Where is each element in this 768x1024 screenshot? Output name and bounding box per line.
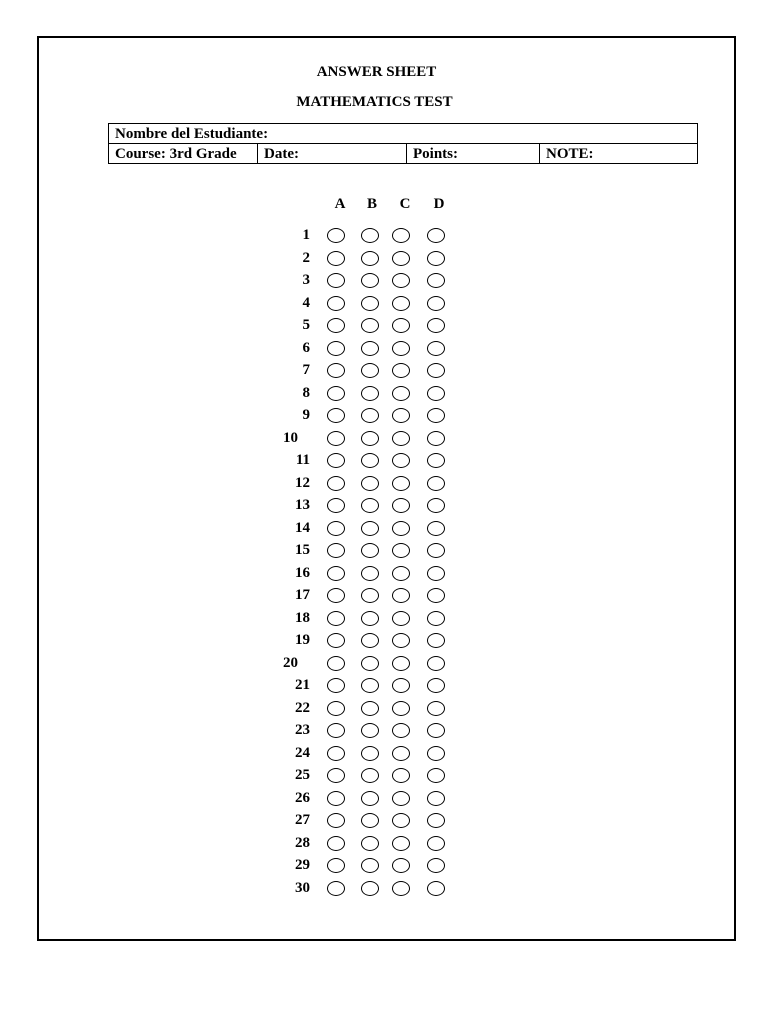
answer-bubble-24-a[interactable] xyxy=(327,746,345,761)
question-number: 28 xyxy=(295,834,310,851)
answer-bubble-1-a[interactable] xyxy=(327,228,345,243)
answer-bubble-30-b[interactable] xyxy=(361,881,379,896)
answer-bubble-28-a[interactable] xyxy=(327,836,345,851)
answer-bubble-16-d[interactable] xyxy=(427,566,445,581)
answer-bubble-30-d[interactable] xyxy=(427,881,445,896)
answer-bubble-13-d[interactable] xyxy=(427,498,445,513)
option-header-c: C xyxy=(399,196,411,212)
sheet-title: ANSWER SHEET xyxy=(316,64,437,80)
answer-bubble-10-b[interactable] xyxy=(361,431,379,446)
answer-bubble-16-a[interactable] xyxy=(327,566,345,581)
answer-bubble-26-a[interactable] xyxy=(327,791,345,806)
question-number: 23 xyxy=(295,722,310,738)
answer-bubble-26-d[interactable] xyxy=(427,791,445,806)
answer-bubble-11-d[interactable] xyxy=(427,453,445,468)
answer-bubble-30-c[interactable] xyxy=(392,881,410,896)
answer-bubble-18-a[interactable] xyxy=(327,611,345,626)
answer-bubble-5-c[interactable] xyxy=(392,318,410,333)
question-number: 6 xyxy=(302,339,310,356)
answer-bubble-3-b[interactable] xyxy=(361,273,379,288)
answer-bubble-9-b[interactable] xyxy=(361,408,379,423)
answer-bubble-10-a[interactable] xyxy=(327,431,345,446)
answer-bubble-15-d[interactable] xyxy=(427,543,445,558)
answer-bubble-11-b[interactable] xyxy=(361,453,379,468)
answer-bubble-13-b[interactable] xyxy=(361,498,379,513)
answer-bubble-9-d[interactable] xyxy=(427,408,445,423)
answer-bubble-7-a[interactable] xyxy=(327,363,345,378)
answer-bubble-26-c[interactable] xyxy=(392,791,410,806)
answer-bubble-9-a[interactable] xyxy=(327,408,345,423)
option-header-d: D xyxy=(433,196,445,212)
answer-bubble-29-c[interactable] xyxy=(392,858,410,873)
question-number: 20 xyxy=(283,654,298,671)
answer-bubble-28-d[interactable] xyxy=(427,836,445,851)
answer-bubble-25-b[interactable] xyxy=(361,768,379,783)
question-number: 19 xyxy=(295,632,310,648)
question-number: 26 xyxy=(295,789,310,806)
question-number: 30 xyxy=(295,879,310,896)
question-number: 1 xyxy=(302,227,310,243)
question-number: 8 xyxy=(302,384,310,401)
date-field[interactable]: Date: xyxy=(258,144,407,164)
answer-bubble-2-c[interactable] xyxy=(392,251,410,266)
answer-bubble-29-a[interactable] xyxy=(327,858,345,873)
option-header-a: A xyxy=(334,196,346,212)
question-number: 4 xyxy=(302,294,310,311)
answer-bubble-13-c[interactable] xyxy=(392,498,410,513)
answer-bubble-19-d[interactable] xyxy=(427,633,445,648)
answer-bubble-6-d[interactable] xyxy=(427,341,445,356)
sheet-subtitle: MATHEMATICS TEST xyxy=(296,94,453,110)
answer-bubble-7-d[interactable] xyxy=(427,363,445,378)
answer-sheet xyxy=(37,36,736,941)
answer-bubble-4-c[interactable] xyxy=(392,296,410,311)
answer-bubble-5-a[interactable] xyxy=(327,318,345,333)
answer-bubble-10-d[interactable] xyxy=(427,431,445,446)
answer-bubble-18-d[interactable] xyxy=(427,611,445,626)
question-number: 25 xyxy=(295,767,310,783)
answer-bubble-23-c[interactable] xyxy=(392,723,410,738)
answer-bubble-11-a[interactable] xyxy=(327,453,345,468)
answer-bubble-2-d[interactable] xyxy=(427,251,445,266)
answer-bubble-5-d[interactable] xyxy=(427,318,445,333)
answer-bubble-3-c[interactable] xyxy=(392,273,410,288)
answer-bubble-8-c[interactable] xyxy=(392,386,410,401)
answer-bubble-17-b[interactable] xyxy=(361,588,379,603)
answer-bubble-29-b[interactable] xyxy=(361,858,379,873)
answer-bubble-4-d[interactable] xyxy=(427,296,445,311)
question-number: 5 xyxy=(302,317,310,333)
answer-bubble-22-c[interactable] xyxy=(392,701,410,716)
answer-bubble-19-c[interactable] xyxy=(392,633,410,648)
answer-bubble-6-c[interactable] xyxy=(392,341,410,356)
question-number: 17 xyxy=(295,587,310,603)
answer-bubble-22-d[interactable] xyxy=(427,701,445,716)
answer-bubble-15-a[interactable] xyxy=(327,543,345,558)
answer-bubble-13-a[interactable] xyxy=(327,498,345,513)
answer-bubble-6-a[interactable] xyxy=(327,341,345,356)
answer-bubble-24-d[interactable] xyxy=(427,746,445,761)
question-number: 13 xyxy=(295,497,310,513)
answer-bubble-21-a[interactable] xyxy=(327,678,345,693)
answer-bubble-14-d[interactable] xyxy=(427,521,445,536)
question-number: 12 xyxy=(295,474,310,491)
answer-bubble-15-b[interactable] xyxy=(361,543,379,558)
answer-bubble-14-c[interactable] xyxy=(392,521,410,536)
course-field: Course: 3rd Grade xyxy=(109,144,258,164)
answer-bubble-17-d[interactable] xyxy=(427,588,445,603)
question-number: 15 xyxy=(295,542,310,558)
note-field[interactable]: NOTE: xyxy=(540,144,698,164)
answer-bubble-20-a[interactable] xyxy=(327,656,345,671)
answer-bubble-27-c[interactable] xyxy=(392,813,410,828)
answer-bubble-20-c[interactable] xyxy=(392,656,410,671)
question-number: 11 xyxy=(295,452,310,468)
answer-bubble-24-b[interactable] xyxy=(361,746,379,761)
answer-bubble-14-a[interactable] xyxy=(327,521,345,536)
question-number: 14 xyxy=(295,519,310,536)
answer-bubble-3-a[interactable] xyxy=(327,273,345,288)
answer-bubble-23-b[interactable] xyxy=(361,723,379,738)
answer-bubble-27-b[interactable] xyxy=(361,813,379,828)
answer-bubble-1-b[interactable] xyxy=(361,228,379,243)
answer-bubble-8-a[interactable] xyxy=(327,386,345,401)
answer-bubble-17-c[interactable] xyxy=(392,588,410,603)
answer-grid xyxy=(39,38,734,939)
answer-bubble-23-a[interactable] xyxy=(327,723,345,738)
answer-bubble-16-b[interactable] xyxy=(361,566,379,581)
question-number: 7 xyxy=(302,362,310,378)
answer-bubble-2-b[interactable] xyxy=(361,251,379,266)
answer-bubble-28-c[interactable] xyxy=(392,836,410,851)
answer-bubble-2-a[interactable] xyxy=(327,251,345,266)
question-number: 22 xyxy=(295,699,310,716)
answer-bubble-18-c[interactable] xyxy=(392,611,410,626)
answer-bubble-1-c[interactable] xyxy=(392,228,410,243)
answer-bubble-8-b[interactable] xyxy=(361,386,379,401)
answer-bubble-10-c[interactable] xyxy=(392,431,410,446)
answer-bubble-17-a[interactable] xyxy=(327,588,345,603)
answer-bubble-12-a[interactable] xyxy=(327,476,345,491)
answer-bubble-8-d[interactable] xyxy=(427,386,445,401)
question-number: 21 xyxy=(295,677,310,693)
answer-bubble-26-b[interactable] xyxy=(361,791,379,806)
points-field[interactable]: Points: xyxy=(407,144,540,164)
answer-bubble-27-a[interactable] xyxy=(327,813,345,828)
question-number: 24 xyxy=(295,744,310,761)
answer-bubble-30-a[interactable] xyxy=(327,881,345,896)
answer-bubble-9-c[interactable] xyxy=(392,408,410,423)
answer-bubble-21-c[interactable] xyxy=(392,678,410,693)
answer-bubble-21-b[interactable] xyxy=(361,678,379,693)
answer-bubble-1-d[interactable] xyxy=(427,228,445,243)
answer-bubble-7-b[interactable] xyxy=(361,363,379,378)
option-header-b: B xyxy=(366,196,377,212)
answer-bubble-5-b[interactable] xyxy=(361,318,379,333)
answer-bubble-4-a[interactable] xyxy=(327,296,345,311)
question-number: 2 xyxy=(302,249,310,266)
question-number: 16 xyxy=(295,564,310,581)
question-number: 10 xyxy=(283,429,298,446)
answer-bubble-25-d[interactable] xyxy=(427,768,445,783)
answer-bubble-25-c[interactable] xyxy=(392,768,410,783)
answer-bubble-19-a[interactable] xyxy=(327,633,345,648)
question-number: 18 xyxy=(295,609,310,626)
answer-bubble-12-b[interactable] xyxy=(361,476,379,491)
answer-bubble-28-b[interactable] xyxy=(361,836,379,851)
answer-bubble-25-a[interactable] xyxy=(327,768,345,783)
answer-bubble-29-d[interactable] xyxy=(427,858,445,873)
answer-bubble-7-c[interactable] xyxy=(392,363,410,378)
answer-bubble-27-d[interactable] xyxy=(427,813,445,828)
answer-bubble-24-c[interactable] xyxy=(392,746,410,761)
answer-bubble-22-a[interactable] xyxy=(327,701,345,716)
answer-bubble-3-d[interactable] xyxy=(427,273,445,288)
question-number: 27 xyxy=(295,812,310,828)
question-number: 3 xyxy=(302,272,310,288)
answer-bubble-20-b[interactable] xyxy=(361,656,379,671)
answer-bubble-14-b[interactable] xyxy=(361,521,379,536)
answer-bubble-18-b[interactable] xyxy=(361,611,379,626)
answer-bubble-19-b[interactable] xyxy=(361,633,379,648)
answer-bubble-21-d[interactable] xyxy=(427,678,445,693)
question-number: 29 xyxy=(295,857,310,873)
answer-bubble-16-c[interactable] xyxy=(392,566,410,581)
answer-bubble-22-b[interactable] xyxy=(361,701,379,716)
answer-bubble-12-c[interactable] xyxy=(392,476,410,491)
answer-bubble-4-b[interactable] xyxy=(361,296,379,311)
answer-bubble-6-b[interactable] xyxy=(361,341,379,356)
question-number: 9 xyxy=(302,407,310,423)
answer-bubble-11-c[interactable] xyxy=(392,453,410,468)
answer-bubble-23-d[interactable] xyxy=(427,723,445,738)
answer-bubble-15-c[interactable] xyxy=(392,543,410,558)
answer-bubble-20-d[interactable] xyxy=(427,656,445,671)
answer-bubble-12-d[interactable] xyxy=(427,476,445,491)
student-name-field[interactable]: Nombre del Estudiante: xyxy=(109,124,698,144)
